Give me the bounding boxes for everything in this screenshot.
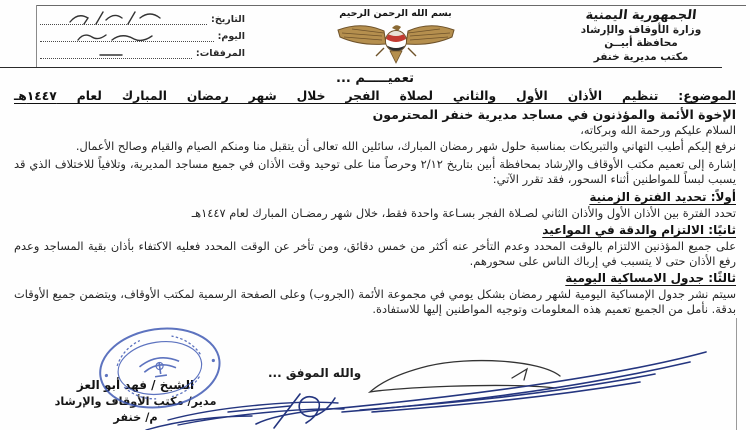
subject-line: الموضوع: تنظيم الأذان الأول والثاني لصلاة الفجر خلال شهر رمضان المبارك لعام ١٤٤٧هـ xyxy=(14,89,736,103)
closing-phrase: والله الموفق ... xyxy=(268,366,362,380)
bismillah-calligraphy: بسم الله الرحمن الرحيم xyxy=(339,8,452,19)
greeting: السلام عليكم ورحمة الله وبركاته، xyxy=(580,124,736,137)
org-country: الجمهورية اليمنية xyxy=(584,8,698,23)
date-fill-line xyxy=(40,15,207,25)
reference-paragraph: إشارة إلى تعميم مكتب الأوقاف والإرشاد بمحافظة أبين بتاريخ ٢/١٢ وحرصاً منا على توحيد وقت الأذان في جميع مساجد المديرية، وتلافياً للاختلاف الذي قد يسبب لبساً للمواطنين أثناء السحور، فقد تقرر الآتي: xyxy=(14,157,736,187)
section-2-body: على جميع المؤذنين الالتزام بالوقت المحدد وعدم التأخر عنه أكثر من خمس دقائق، ومن تأخر عن الوقت المحدد فعليه الاكتفاء بأذان بقية المساجد وعدم رفع الأذان حتى لا يتسبب في إرباك الناس على سحورهم. xyxy=(14,239,736,269)
day-label: اليوم: xyxy=(217,31,245,42)
section-3-heading: ثالثًا: جدول الامساكية اليومية xyxy=(565,271,736,286)
signer-title: مدير/ مكتب الأوقاف والإرشاد xyxy=(54,394,217,408)
date-row xyxy=(40,14,245,25)
attachments-label: المرفقات: xyxy=(195,48,245,59)
org-block xyxy=(546,8,736,64)
signer-name: الشيخ / فهد أبو العز xyxy=(76,378,195,392)
section-1-heading: أولاً: تحديد الفترة الزمنية xyxy=(589,190,736,205)
day-fill-line xyxy=(40,32,214,42)
day-row xyxy=(40,31,245,42)
section-1-body: تحدد الفترة بين الأذان الأول والأذان الثاني لصـلاة الفجر بسـاعة واحدة فقط، خلال شهر رمضـان المبارك لعام ١٤٤٧هـ xyxy=(191,206,736,221)
official-stamp xyxy=(91,318,230,421)
attachments-fill-line xyxy=(40,49,192,59)
page-border-right xyxy=(736,318,737,430)
org-office: مكتب مديرية خنفر xyxy=(593,50,689,63)
header-divider xyxy=(0,67,722,68)
emblem-block xyxy=(311,8,481,68)
document-title: تعميـــــم ... xyxy=(336,71,414,86)
page-border-top xyxy=(36,5,746,6)
yemen-emblem-icon xyxy=(332,20,460,64)
org-ministry: وزارة الأوقاف والإرشاد xyxy=(580,24,702,37)
intro-paragraph: نرفع إليكم أطيب التهاني والتبريكات بمناسبة حلول شهر رمضان المبارك، سائلين الله تعالى أن يتقبل منا ومنكم الصيام والقيام وصالح الأعمال. xyxy=(75,139,736,153)
signer-place: م/ خنفر xyxy=(113,410,158,424)
date-block xyxy=(40,8,245,65)
org-governorate: محافظة أبيــن xyxy=(604,37,678,50)
section-3-body: سيتم نشر جدول الإمساكية اليومية لشهر رمضان بشكل يومي في مجموعة الأئمة (الجروب) وعلى الصفحة الرسمية لمكتب الأوقاف، ويتضمن جميع الأوقات بدقة. نأمل من الجميع تعميم هذه المعلومات وتوجيه المواطنين إليها للاستفادة. xyxy=(14,287,736,317)
section-2-heading: ثانيًا: الالتزام والدقة في المواعيد xyxy=(542,223,736,238)
salutation: الإخوة الأئمة والمؤذنون في مساجد مديرية خنفر المحترمون xyxy=(372,107,736,122)
attachments-row xyxy=(40,48,245,59)
date-label: التاريخ: xyxy=(211,14,245,25)
letterhead xyxy=(40,8,736,66)
page-border-left xyxy=(36,5,37,67)
document-body xyxy=(14,71,736,319)
